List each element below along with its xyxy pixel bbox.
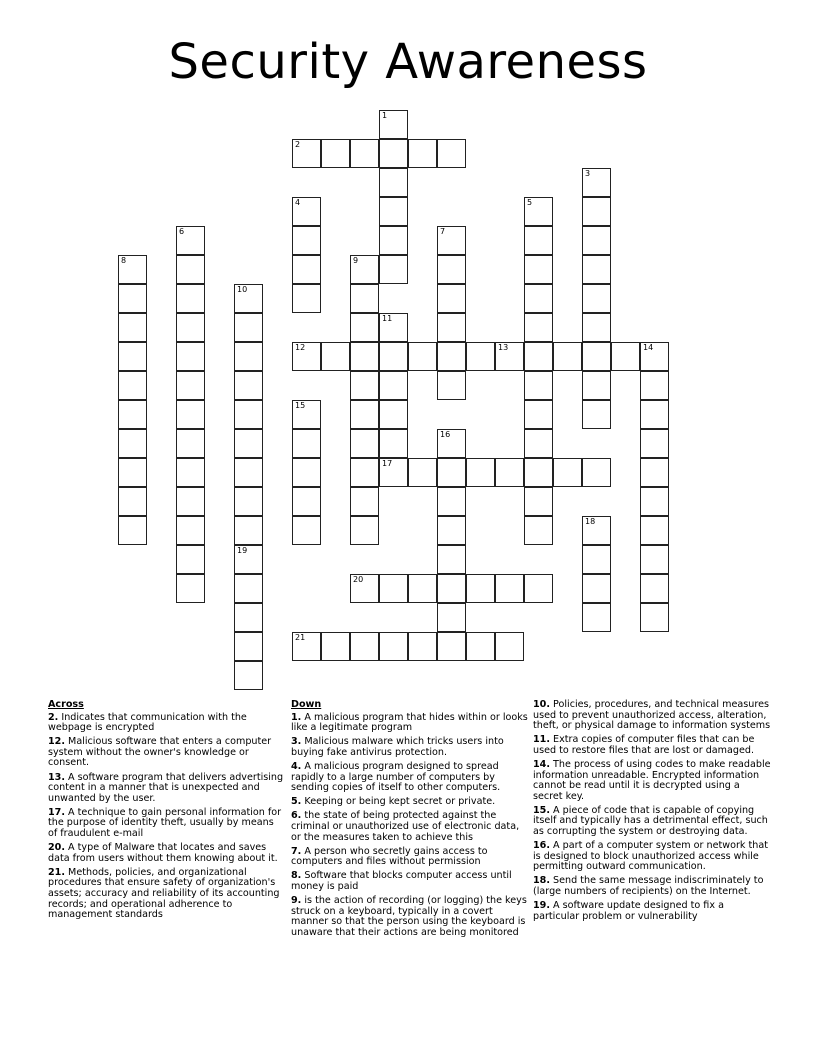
grid-cell[interactable] (437, 574, 466, 603)
clue-item-text: Malicious software that enters a computer system without the owner's knowledge or consent. (48, 736, 272, 769)
grid-cell[interactable] (582, 371, 611, 400)
clue-item-text: A person who secretly gains access to computers and files without permission (291, 845, 488, 868)
grid-cell[interactable] (379, 197, 408, 226)
clue-item-number: 12. (48, 736, 65, 748)
grid-cell[interactable] (466, 574, 495, 603)
grid-cell[interactable] (234, 545, 263, 574)
grid-cell[interactable] (437, 313, 466, 342)
clue-item-text: the state of being protected against the criminal or unauthorized use of electronic data, or the measures taken to achieve this (291, 810, 520, 843)
grid-cell[interactable] (640, 342, 669, 371)
grid-cell[interactable] (379, 313, 408, 342)
clue-item-number: 4. (291, 760, 302, 772)
grid-cell[interactable] (466, 458, 495, 487)
grid-cell[interactable] (234, 603, 263, 632)
grid-cell[interactable] (495, 574, 524, 603)
clue-item-text: A part of a computer system or network that is designed to block unauthorized access while permitting outward communication. (533, 840, 769, 873)
clue-item (291, 847, 528, 868)
clue-item-text: A software program that delivers advertising content in a manner that is unexpected and unwanted by the user. (48, 771, 284, 804)
grid-cell[interactable] (437, 139, 466, 168)
clue-item (533, 841, 771, 873)
grid-cell[interactable] (640, 603, 669, 632)
clue-item-text: Methods, policies, and organizational procedures that ensure safety of organization's assets; accuracy and reliability of its accounting records; and operational adherence to management standards (48, 866, 280, 921)
grid-cell[interactable] (292, 632, 321, 661)
grid-cell[interactable] (292, 255, 321, 284)
grid-cell[interactable] (524, 429, 553, 458)
clue-number: 1 (382, 111, 388, 120)
grid-cell[interactable] (495, 458, 524, 487)
grid-cell[interactable] (350, 400, 379, 429)
across-heading: Across (48, 699, 84, 710)
clue-item-text: Malicious malware which tricks users into buying fake antivirus protection. (291, 736, 504, 758)
grid-cell[interactable] (582, 574, 611, 603)
clue-item (533, 700, 771, 732)
grid-cell[interactable] (350, 429, 379, 458)
grid-cell[interactable] (408, 342, 437, 371)
grid-cell[interactable] (582, 226, 611, 255)
grid-cell[interactable] (118, 342, 147, 371)
clue-item-number: 6. (291, 810, 302, 822)
clue-number: 16 (440, 430, 451, 439)
clue-item-text: A software update designed to fix a particular problem or vulnerability (533, 900, 724, 922)
clue-item (48, 868, 284, 921)
clue-item-text: A malicious program that hides within or looks like a legitimate program (291, 711, 528, 734)
clue-number: 10 (237, 285, 248, 294)
clue-item-number: 14. (533, 758, 550, 770)
grid-cell[interactable] (582, 545, 611, 574)
grid-cell[interactable] (176, 342, 205, 371)
grid-cell[interactable] (292, 226, 321, 255)
clue-number: 11 (382, 314, 393, 323)
grid-cell[interactable] (234, 516, 263, 545)
grid-cell[interactable] (234, 313, 263, 342)
clue-item-number: 11. (533, 734, 550, 746)
clue-item (48, 843, 284, 864)
grid-cell[interactable] (234, 284, 263, 313)
grid-cell[interactable] (118, 458, 147, 487)
grid-cell[interactable] (582, 458, 611, 487)
grid-cell[interactable] (234, 632, 263, 661)
grid-cell[interactable] (350, 313, 379, 342)
grid-cell[interactable] (176, 458, 205, 487)
grid-cell[interactable] (379, 429, 408, 458)
grid-cell[interactable] (524, 342, 553, 371)
grid-cell[interactable] (118, 255, 147, 284)
grid-cell[interactable] (379, 632, 408, 661)
grid-cell[interactable] (234, 371, 263, 400)
clue-item-number: 17. (48, 806, 65, 818)
grid-cell[interactable] (437, 632, 466, 661)
clue-item-text: Send the same message indiscriminately to (large numbers of recipients) on the Internet. (533, 875, 764, 897)
clue-number: 19 (237, 546, 248, 555)
clue-item-number: 5. (291, 796, 302, 808)
down-heading: Down (291, 699, 322, 710)
clue-item (291, 713, 528, 734)
grid-cell[interactable] (321, 139, 350, 168)
grid-cell[interactable] (176, 574, 205, 603)
grid-cell[interactable] (437, 342, 466, 371)
clue-item (291, 737, 528, 758)
clue-item-text: is the action of recording (or logging) the keys struck on a keyboard, typically in a covert manner so that the person using the keyboard is unaware that their actions are being monitored (291, 895, 527, 938)
grid-cell[interactable] (118, 516, 147, 545)
clue-number: 9 (353, 256, 359, 265)
grid-cell[interactable] (350, 516, 379, 545)
grid-cell[interactable] (640, 458, 669, 487)
grid-cell[interactable] (408, 574, 437, 603)
grid-cell[interactable] (292, 197, 321, 226)
grid-cell[interactable] (408, 632, 437, 661)
clue-number: 7 (440, 227, 446, 236)
grid-cell[interactable] (640, 545, 669, 574)
grid-cell[interactable] (176, 284, 205, 313)
clue-item-number: 1. (291, 711, 302, 723)
grid-cell[interactable] (176, 545, 205, 574)
clue-item (291, 871, 528, 892)
grid-cell[interactable] (176, 226, 205, 255)
grid-cell[interactable] (234, 429, 263, 458)
grid-cell[interactable] (582, 168, 611, 197)
clue-number: 18 (585, 517, 596, 526)
clue-item-number: 15. (533, 804, 550, 816)
grid-cell[interactable] (437, 545, 466, 574)
grid-cell[interactable] (234, 458, 263, 487)
grid-cell[interactable] (640, 516, 669, 545)
grid-cell[interactable] (640, 371, 669, 400)
grid-cell[interactable] (292, 458, 321, 487)
clue-item (533, 876, 771, 897)
grid-cell[interactable] (466, 632, 495, 661)
clue-item-number: 21. (48, 866, 65, 878)
grid-cell[interactable] (408, 139, 437, 168)
clue-item-text: Extra copies of computer files that can be used to restore files that are lost or damaged. (533, 734, 755, 756)
clue-number: 8 (121, 256, 127, 265)
grid-cell[interactable] (524, 371, 553, 400)
grid-cell[interactable] (350, 632, 379, 661)
grid-cell[interactable] (582, 342, 611, 371)
grid-cell[interactable] (524, 255, 553, 284)
clue-item (533, 760, 771, 802)
grid-cell[interactable] (524, 284, 553, 313)
grid-cell[interactable] (118, 429, 147, 458)
clue-number: 6 (179, 227, 185, 236)
grid-cell[interactable] (408, 458, 437, 487)
clue-item (291, 811, 528, 843)
grid-cell[interactable] (176, 400, 205, 429)
clue-item-text: Indicates that communication with the webpage is encrypted (48, 711, 247, 734)
clue-number: 14 (643, 343, 654, 352)
clue-item-number: 7. (291, 845, 302, 857)
grid-cell[interactable] (234, 342, 263, 371)
clue-item (533, 735, 771, 756)
clue-item-text: Keeping or being kept secret or private. (301, 796, 496, 808)
grid-cell[interactable] (582, 400, 611, 429)
clue-item-text: A malicious program designed to spread rapidly to a large number of computers by sending copies of itself to other computers. (291, 760, 501, 794)
clue-number: 3 (585, 169, 591, 178)
clue-number: 5 (527, 198, 533, 207)
grid-cell[interactable] (350, 458, 379, 487)
grid-cell[interactable] (234, 661, 263, 690)
clue-item (533, 806, 771, 838)
clue-item (48, 808, 284, 840)
grid-cell[interactable] (379, 226, 408, 255)
clue-item-number: 18. (533, 875, 550, 887)
puzzle-title: Security Awareness (168, 34, 648, 90)
grid-cell[interactable] (640, 487, 669, 516)
clue-number: 4 (295, 198, 301, 207)
grid-cell[interactable] (292, 400, 321, 429)
grid-cell[interactable] (437, 226, 466, 255)
grid-cell[interactable] (292, 516, 321, 545)
grid-cell[interactable] (379, 168, 408, 197)
clue-number: 20 (353, 575, 364, 584)
grid-cell[interactable] (466, 342, 495, 371)
grid-cell[interactable] (582, 197, 611, 226)
grid-cell[interactable] (379, 400, 408, 429)
grid-cell[interactable] (234, 574, 263, 603)
grid-cell[interactable] (118, 371, 147, 400)
clue-number: 21 (295, 633, 306, 642)
grid-cell[interactable] (495, 632, 524, 661)
grid-cell[interactable] (350, 139, 379, 168)
grid-cell[interactable] (582, 284, 611, 313)
grid-cell[interactable] (437, 284, 466, 313)
grid-cell[interactable] (582, 603, 611, 632)
grid-cell[interactable] (292, 487, 321, 516)
grid-cell[interactable] (321, 342, 350, 371)
grid-cell[interactable] (495, 342, 524, 371)
grid-cell[interactable] (292, 429, 321, 458)
grid-cell[interactable] (437, 487, 466, 516)
grid-cell[interactable] (379, 574, 408, 603)
grid-cell[interactable] (118, 400, 147, 429)
grid-cell[interactable] (524, 313, 553, 342)
clue-item-number: 3. (291, 736, 302, 748)
clue-item-number: 19. (533, 900, 550, 912)
grid-cell[interactable] (437, 429, 466, 458)
clue-item-number: 13. (48, 771, 65, 783)
clue-item-number: 9. (291, 895, 302, 906)
grid-cell[interactable] (234, 487, 263, 516)
grid-cell[interactable] (350, 574, 379, 603)
grid-cell[interactable] (350, 342, 379, 371)
down-clues-column-2 (533, 700, 771, 926)
grid-cell[interactable] (437, 516, 466, 545)
grid-cell[interactable] (176, 516, 205, 545)
grid-cell[interactable] (582, 516, 611, 545)
grid-cell[interactable] (640, 429, 669, 458)
grid-cell[interactable] (379, 371, 408, 400)
clue-item-number: 20. (48, 842, 65, 854)
clue-item-text: Software that blocks computer access until money is paid (291, 870, 512, 892)
clue-number: 12 (295, 343, 306, 352)
grid-cell[interactable] (292, 139, 321, 168)
grid-cell[interactable] (292, 284, 321, 313)
clue-number: 17 (382, 459, 393, 468)
grid-cell[interactable] (350, 255, 379, 284)
grid-cell[interactable] (379, 255, 408, 284)
grid-cell[interactable] (234, 400, 263, 429)
clue-item-text: A technique to gain personal information for the purpose of identity theft, usually by means of fraudulent e-mail (48, 806, 282, 840)
grid-cell[interactable] (176, 255, 205, 284)
clue-item (48, 713, 284, 734)
grid-cell[interactable] (640, 400, 669, 429)
grid-cell[interactable] (524, 458, 553, 487)
grid-cell[interactable] (176, 371, 205, 400)
grid-cell[interactable] (524, 197, 553, 226)
clue-item (48, 737, 284, 769)
grid-cell[interactable] (321, 632, 350, 661)
clue-item-text: A type of Malware that locates and saves data from users without them knowing about it. (48, 842, 278, 864)
grid-cell[interactable] (118, 487, 147, 516)
grid-cell[interactable] (176, 429, 205, 458)
grid-cell[interactable] (553, 458, 582, 487)
clue-item (291, 797, 528, 808)
grid-cell[interactable] (350, 371, 379, 400)
grid-cell[interactable] (118, 284, 147, 313)
grid-cell[interactable] (437, 371, 466, 400)
grid-cell[interactable] (524, 400, 553, 429)
across-clues (48, 700, 284, 924)
grid-cell[interactable] (292, 342, 321, 371)
clue-item-text: The process of using codes to make readable information unreadable. Encrypted information cannot be read until it is decrypted using a secret key. (533, 758, 771, 802)
clue-item-number: 8. (291, 870, 302, 882)
down-clues-column-1 (291, 700, 528, 942)
grid-cell[interactable] (118, 313, 147, 342)
grid-cell[interactable] (350, 487, 379, 516)
clue-item-text: Policies, procedures, and technical measures used to prevent unauthorized access, alteration, theft, or physical damage to information systems (533, 699, 771, 732)
clue-number: 13 (498, 343, 509, 352)
clue-item-number: 10. (533, 699, 550, 710)
clue-item (291, 762, 528, 794)
grid-cell[interactable] (524, 226, 553, 255)
grid-cell[interactable] (524, 574, 553, 603)
grid-cell[interactable] (582, 313, 611, 342)
clue-item-number: 16. (533, 840, 550, 852)
grid-cell[interactable] (176, 313, 205, 342)
grid-cell[interactable] (524, 487, 553, 516)
grid-cell[interactable] (640, 574, 669, 603)
grid-cell[interactable] (350, 284, 379, 313)
grid-cell[interactable] (524, 516, 553, 545)
grid-cell[interactable] (379, 342, 408, 371)
clue-item-number: 2. (48, 711, 59, 723)
grid-cell[interactable] (176, 487, 205, 516)
clue-number: 15 (295, 401, 306, 410)
grid-cell[interactable] (437, 458, 466, 487)
grid-cell[interactable] (582, 255, 611, 284)
clue-item (533, 901, 771, 922)
grid-cell[interactable] (379, 139, 408, 168)
grid-cell[interactable] (437, 255, 466, 284)
grid-cell[interactable] (437, 603, 466, 632)
clue-item-text: A piece of code that is capable of copying itself and typically has a detrimental effect, such as corrupting the system or destroying data. (533, 804, 768, 838)
grid-cell[interactable] (553, 342, 582, 371)
clue-item (48, 773, 284, 805)
grid-cell[interactable] (379, 458, 408, 487)
grid-cell[interactable] (611, 342, 640, 371)
clue-number: 2 (295, 140, 301, 149)
clue-item (291, 896, 528, 938)
grid-cell[interactable] (379, 110, 408, 139)
